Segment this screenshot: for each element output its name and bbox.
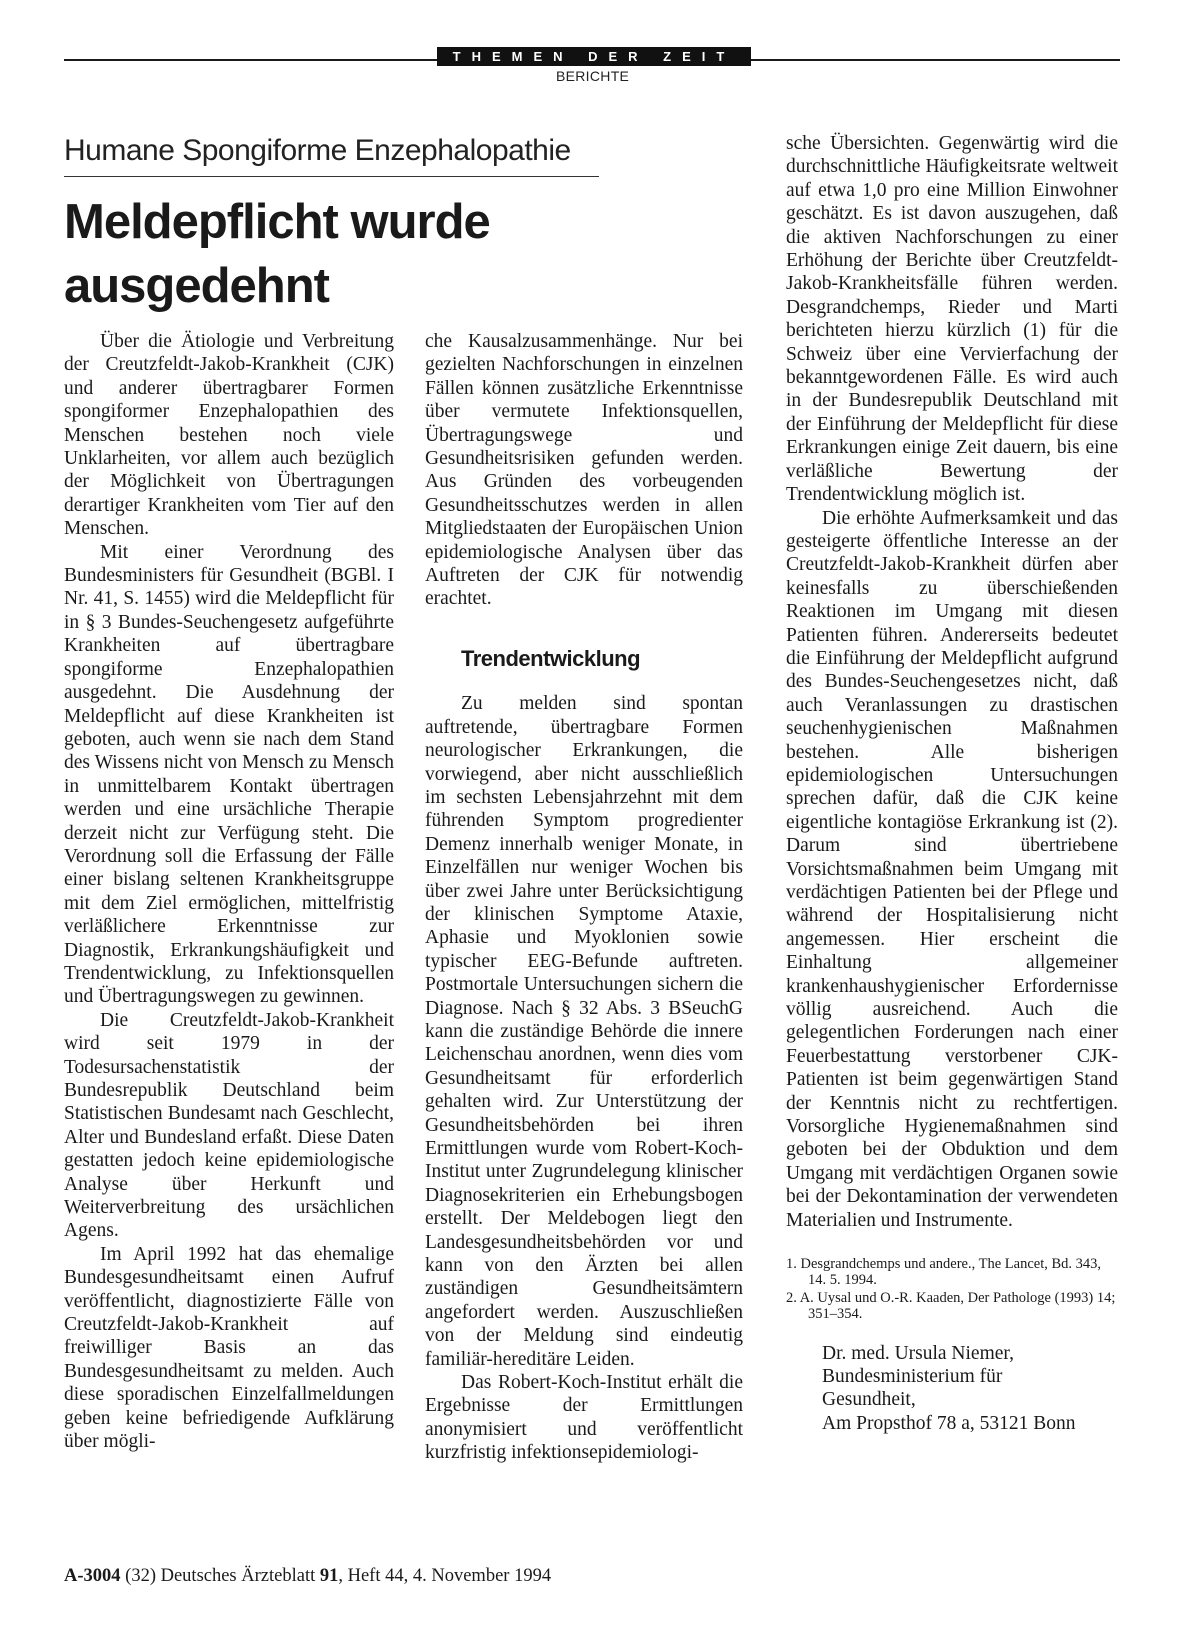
article-headline: Meldepflicht wurde ausgedehnt bbox=[64, 195, 490, 313]
paragraph: Im April 1992 hat das ehemalige Bundesgesundheitsamt einen Aufruf veröffentlicht, diagnostizierte Fälle von Creutzfeldt-Jakob-Krankheit auf freiwilliger Basis an das Bundesgesundheitsamt zu melden. Auch diese sporadischen Einzelfallmeldungen geben keine befriedigende Aufklärung über mögli- bbox=[64, 1243, 394, 1453]
page-footer bbox=[64, 1566, 551, 1587]
reference-list bbox=[786, 1256, 1118, 1322]
paragraph: Die Creutzfeldt-Jakob-Krankheit wird seit 1979 in der Todesursachenstatistik der Bundesrepublik Deutschland beim Statistischen Bundesamt nach Geschlecht, Alter und Bundesland erfaßt. Diese Daten gestatten jedoch keine epidemiologische Analyse über Herkunft und Weiterverbreitung des ursächlichen Agens. bbox=[64, 1009, 394, 1242]
paragraph: Die erhöhte Aufmerksamkeit und das gesteigerte öffentliche Interesse an der Creutzfeldt-Jakob-Krankheit dürfen aber keinesfalls zu überschießenden Reaktionen im Umgang mit diesen Patienten führen. Andererseits bedeutet die Einführung der Meldepflicht aufgrund des Bundes-Seuchengesetzes nicht, daß auch Veranlassungen zu drastischen seuchenhygienischen Maßnahmen bestehen. Alle bisherigen epidemiologischen Untersuchungen sprechen dafür, daß die CJK keine eigentliche kontagiöse Erkrankung ist (2). Darum sind übertriebene Vorsichtsmaßnahmen beim Umgang mit verdächtigen Patienten bei der Pflege und während der Hospitalisierung nicht angemessen. Hier erscheint die Einhaltung allgemeiner krankenhaushygienischer Erfordernisse völlig ausreichend. Auch die gelegentlichen Forderungen nach einer Feuerbestattung verstorbener CJK-Patienten ist beim gegenwärtigen Stand der Kenntnis nicht zu rechtfertigen. Vorsorgliche Hygienemaßnahmen sind geboten bei der Obduktion und dem Umgang mit verdächtigen Organen sowie bei der Dekontamination der verwendeten Materialien und Instrumente. bbox=[786, 507, 1118, 1231]
article-kicker: Humane Spongiforme Enzephalopathie bbox=[64, 134, 571, 167]
footer-text: (32) Deutsches Ärzteblatt bbox=[125, 1566, 316, 1586]
paragraph: Mit einer Verordnung des Bundesministers für Gesundheit (BGBl. I Nr. 41, S. 1455) wird die Meldepflicht für in § 3 Bundes-Seuchengesetz aufgeführte Krankheiten auf übertragbare spongiforme Enzephalopathien ausgedehnt. Die Ausdehnung der Meldepflicht auf diese Krankheiten ist geboten, auch wenn sie nach dem Stand des Wissens nicht von Mensch zu Mensch in unmittelbarem Kontakt übertragen werden und eine ursächliche Therapie derzeit nicht zur Verfügung steht. Die Verordnung soll die Erfassung der Fälle einer bislang seltenen Krankheitsgruppe mit dem Ziel ermöglichen, mittelfristig verläßlichere Erkenntnisse zur Diagnostik, Erkrankungshäufigkeit und Trendentwicklung, zu Infektionsquellen und Übertragungswegen zu gewinnen. bbox=[64, 541, 394, 1008]
author-line: Bundesministerium für bbox=[822, 1366, 1003, 1387]
paragraph: Über die Ätiologie und Verbreitung der Creutzfeldt-Jakob-Krankheit (CJK) und anderer übertragbarer Formen spongiformer Enzephalopathien des Menschen bestehen noch viele Unklarheiten, vor allem auch bezüglich der Möglichkeit von Übertragungen derartiger Krankheiten vom Tier auf den Menschen. bbox=[64, 331, 394, 540]
section-heading: Trendentwicklung bbox=[461, 645, 641, 671]
section-subtitle: BERICHTE bbox=[556, 68, 630, 84]
paragraph: sche Übersichten. Gegenwärtig wird die durchschnittliche Häufigkeitsrate weltweit auf etwa 1,0 pro eine Million Einwohner geschätzt. Es ist davon auszugehen, daß die aktiven Nachforschungen zu einer Erhöhung der Berichte über Creutzfeldt-Jakob-Krankheitsfälle führen werden. Desgrandchemps, Rieder und Marti berichteten hierzu kürzlich (1) für die Schweiz über eine Vervierfachung der bekanntgewordenen Fälle. Es wird auch in der Bundesrepublik Deutschland mit der Einführung der Meldepflicht für diese Erkrankungen einige Zeit dauern, bis eine verläßliche Bewertung der Trendentwicklung möglich ist. bbox=[786, 133, 1118, 506]
column-1 bbox=[64, 330, 394, 1454]
column-3 bbox=[786, 132, 1118, 1435]
paragraph: che Kausalzusammenhänge. Nur bei gezielten Nachforschungen in einzelnen Fällen können zusätzliche Erkenntnisse über vermutete Infektionsquellen, Übertragungswege und Gesundheitsrisiken gefunden werden. Aus Gründen des vorbeugenden Gesundheitsschutzes werden in allen Mitgliedstaaten der Europäischen Union epidemiologische Analysen über das Auftreten der CJK für notwendig erachtet. bbox=[425, 331, 743, 610]
section-banner: THEMEN DER ZEIT bbox=[437, 47, 751, 66]
kicker-rule bbox=[64, 176, 599, 177]
column-2 bbox=[425, 330, 743, 1465]
paragraph: Zu melden sind spontan auftretende, übertragbare Formen neurologischer Erkrankungen, die vorwiegend, aber nicht ausschließlich im sechsten Lebensjahrzehnt mit dem führenden Symptom progredienter Demenz innerhalb weniger Monate, in Einzelfällen nur weniger Wochen bis über zwei Jahre unter Berücksichtigung der klinischen Symptome Ataxie, Aphasie und Myoklonien sowie typischer EEG-Befunde auftreten. Postmortale Untersuchungen sichern die Diagnose. Nach § 32 Abs. 3 BSeuchG kann die zuständige Behörde die innere Leichenschau anordnen, wenn dies vom Gesundheitsamt für erforderlich gehalten wird. Zur Unterstützung der Gesundheitsbehörden bei ihren Ermittlungen wurde vom Robert-Koch-Institut unter Zugrundelegung klinischer Diagnosekriterien ein Erhebungsbogen erstellt. Der Meldebogen liegt den Landesgesundheitsbehörden vor und kann von den Ärzten bei allen zuständigen Gesundheitsämtern angefordert werden. Auszuschließen von der Meldung sind eindeutig familiär-hereditäre Leiden. bbox=[425, 693, 743, 1370]
author-line: Dr. med. Ursula Niemer, bbox=[822, 1342, 1015, 1364]
author-block bbox=[786, 1342, 1118, 1436]
reference-item: 2. A. Uysal und O.-R. Kaaden, Der Pathologe (1993) 14; 351–354. bbox=[786, 1290, 1116, 1323]
author-line: Gesundheit, bbox=[822, 1389, 916, 1411]
footer-issue: , Heft 44, 4. November 1994 bbox=[338, 1566, 552, 1586]
author-line: Am Propsthof 78 a, 53121 Bonn bbox=[822, 1412, 1076, 1434]
reference-item: 1. Desgrandchemps und andere., The Lancet, Bd. 343, 14. 5. 1994. bbox=[786, 1256, 1102, 1289]
volume-number: 91 bbox=[319, 1566, 339, 1586]
paragraph: Das Robert-Koch-Institut erhält die Ergebnisse der Ermittlungen anonymisiert und veröffentlicht kurzfristig infektionsepidemiologi- bbox=[425, 1372, 743, 1464]
page-number: A-3004 bbox=[64, 1566, 121, 1586]
